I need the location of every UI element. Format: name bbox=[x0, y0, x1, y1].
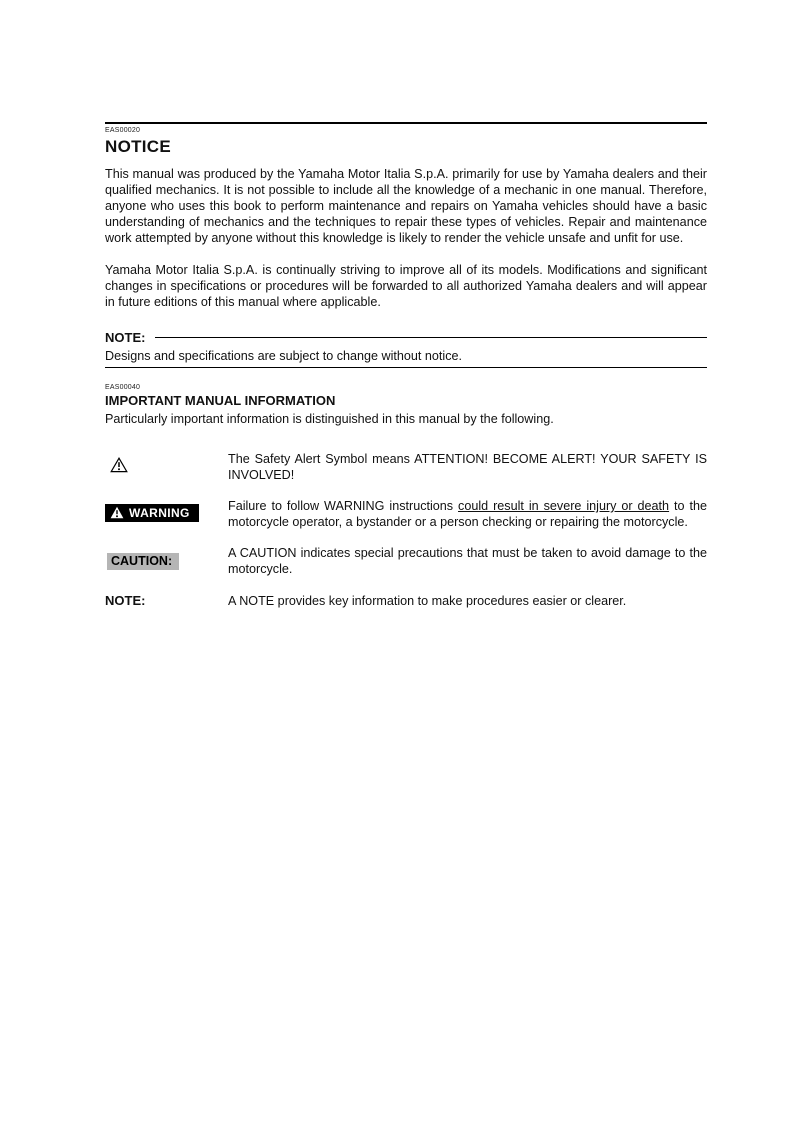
caution-badge: CAUTION: bbox=[107, 553, 179, 570]
notice-heading: NOTICE bbox=[105, 137, 172, 156]
caution-label-cell bbox=[105, 552, 228, 570]
note-header-rule bbox=[155, 337, 707, 338]
warning-text bbox=[228, 498, 707, 530]
note-label-cell bbox=[105, 592, 228, 610]
warning-badge-label: WARNING bbox=[129, 505, 190, 520]
top-rule bbox=[105, 122, 707, 124]
caution-text: A CAUTION indicates special precautions that must be taken to avoid damage to the motorcycle. bbox=[228, 546, 707, 576]
safety-alert-label-cell bbox=[105, 457, 228, 478]
notice-paragraph-2: Yamaha Motor Italia S.p.A. is continually striving to improve all of its models. Modifications and significant changes in specifications or procedures will be forwarded to all authorized Yamaha dealers and will appear in future editions of this manual where applicable. bbox=[105, 263, 707, 309]
notice-paragraph-1: This manual was produced by the Yamaha Motor Italia S.p.A. primarily for use by Yamaha dealers and their qualified mechanics. It is not possible to include all the knowledge of a mechanic in one manual. Therefore, anyone who uses this book to perform maintenance and repairs on Yamaha vehicles should have a basic understanding of mechanics and the techniques to repair these types of vehicles. Repair and maintenance work attempted by anyone without this knowledge is likely to render the vehicle unsafe and unfit for use. bbox=[105, 167, 707, 245]
note-header bbox=[105, 330, 707, 345]
page-content bbox=[105, 122, 707, 625]
note-block bbox=[105, 330, 707, 368]
warning-text-post: to the motorcycle operator, a bystander or a person checking or repairing the motorcycle. bbox=[228, 499, 707, 529]
warning-badge bbox=[105, 504, 199, 522]
safety-alert-triangle-icon bbox=[110, 457, 128, 478]
note-badge: NOTE: bbox=[105, 593, 146, 608]
safety-alert-row bbox=[105, 451, 707, 483]
note-row bbox=[105, 592, 707, 610]
warning-text-pre: Failure to follow WARNING instructions bbox=[228, 499, 459, 513]
note-label: NOTE: bbox=[105, 330, 146, 345]
warning-triangle-icon bbox=[110, 506, 124, 519]
section-code-mid: EAS00040 bbox=[105, 384, 141, 391]
warning-row bbox=[105, 498, 707, 530]
note-text: Designs and specifications are subject to change without notice. bbox=[105, 349, 463, 363]
note-row-text: A NOTE provides key information to make procedures easier or clearer. bbox=[228, 594, 627, 608]
section-code-top: EAS00020 bbox=[105, 127, 141, 134]
important-intro-text: Particularly important information is distinguished in this manual by the following. bbox=[105, 412, 554, 426]
note-bottom-rule bbox=[105, 367, 707, 368]
safety-alert-text: The Safety Alert Symbol means ATTENTION! BECOME ALERT! YOUR SAFETY IS INVOLVED! bbox=[228, 452, 707, 482]
warning-label-cell bbox=[105, 504, 228, 525]
important-manual-information-heading: IMPORTANT MANUAL INFORMATION bbox=[105, 393, 336, 408]
caution-row bbox=[105, 545, 707, 577]
info-table bbox=[105, 451, 707, 610]
warning-text-underlined: could result in severe injury or death bbox=[458, 499, 670, 513]
